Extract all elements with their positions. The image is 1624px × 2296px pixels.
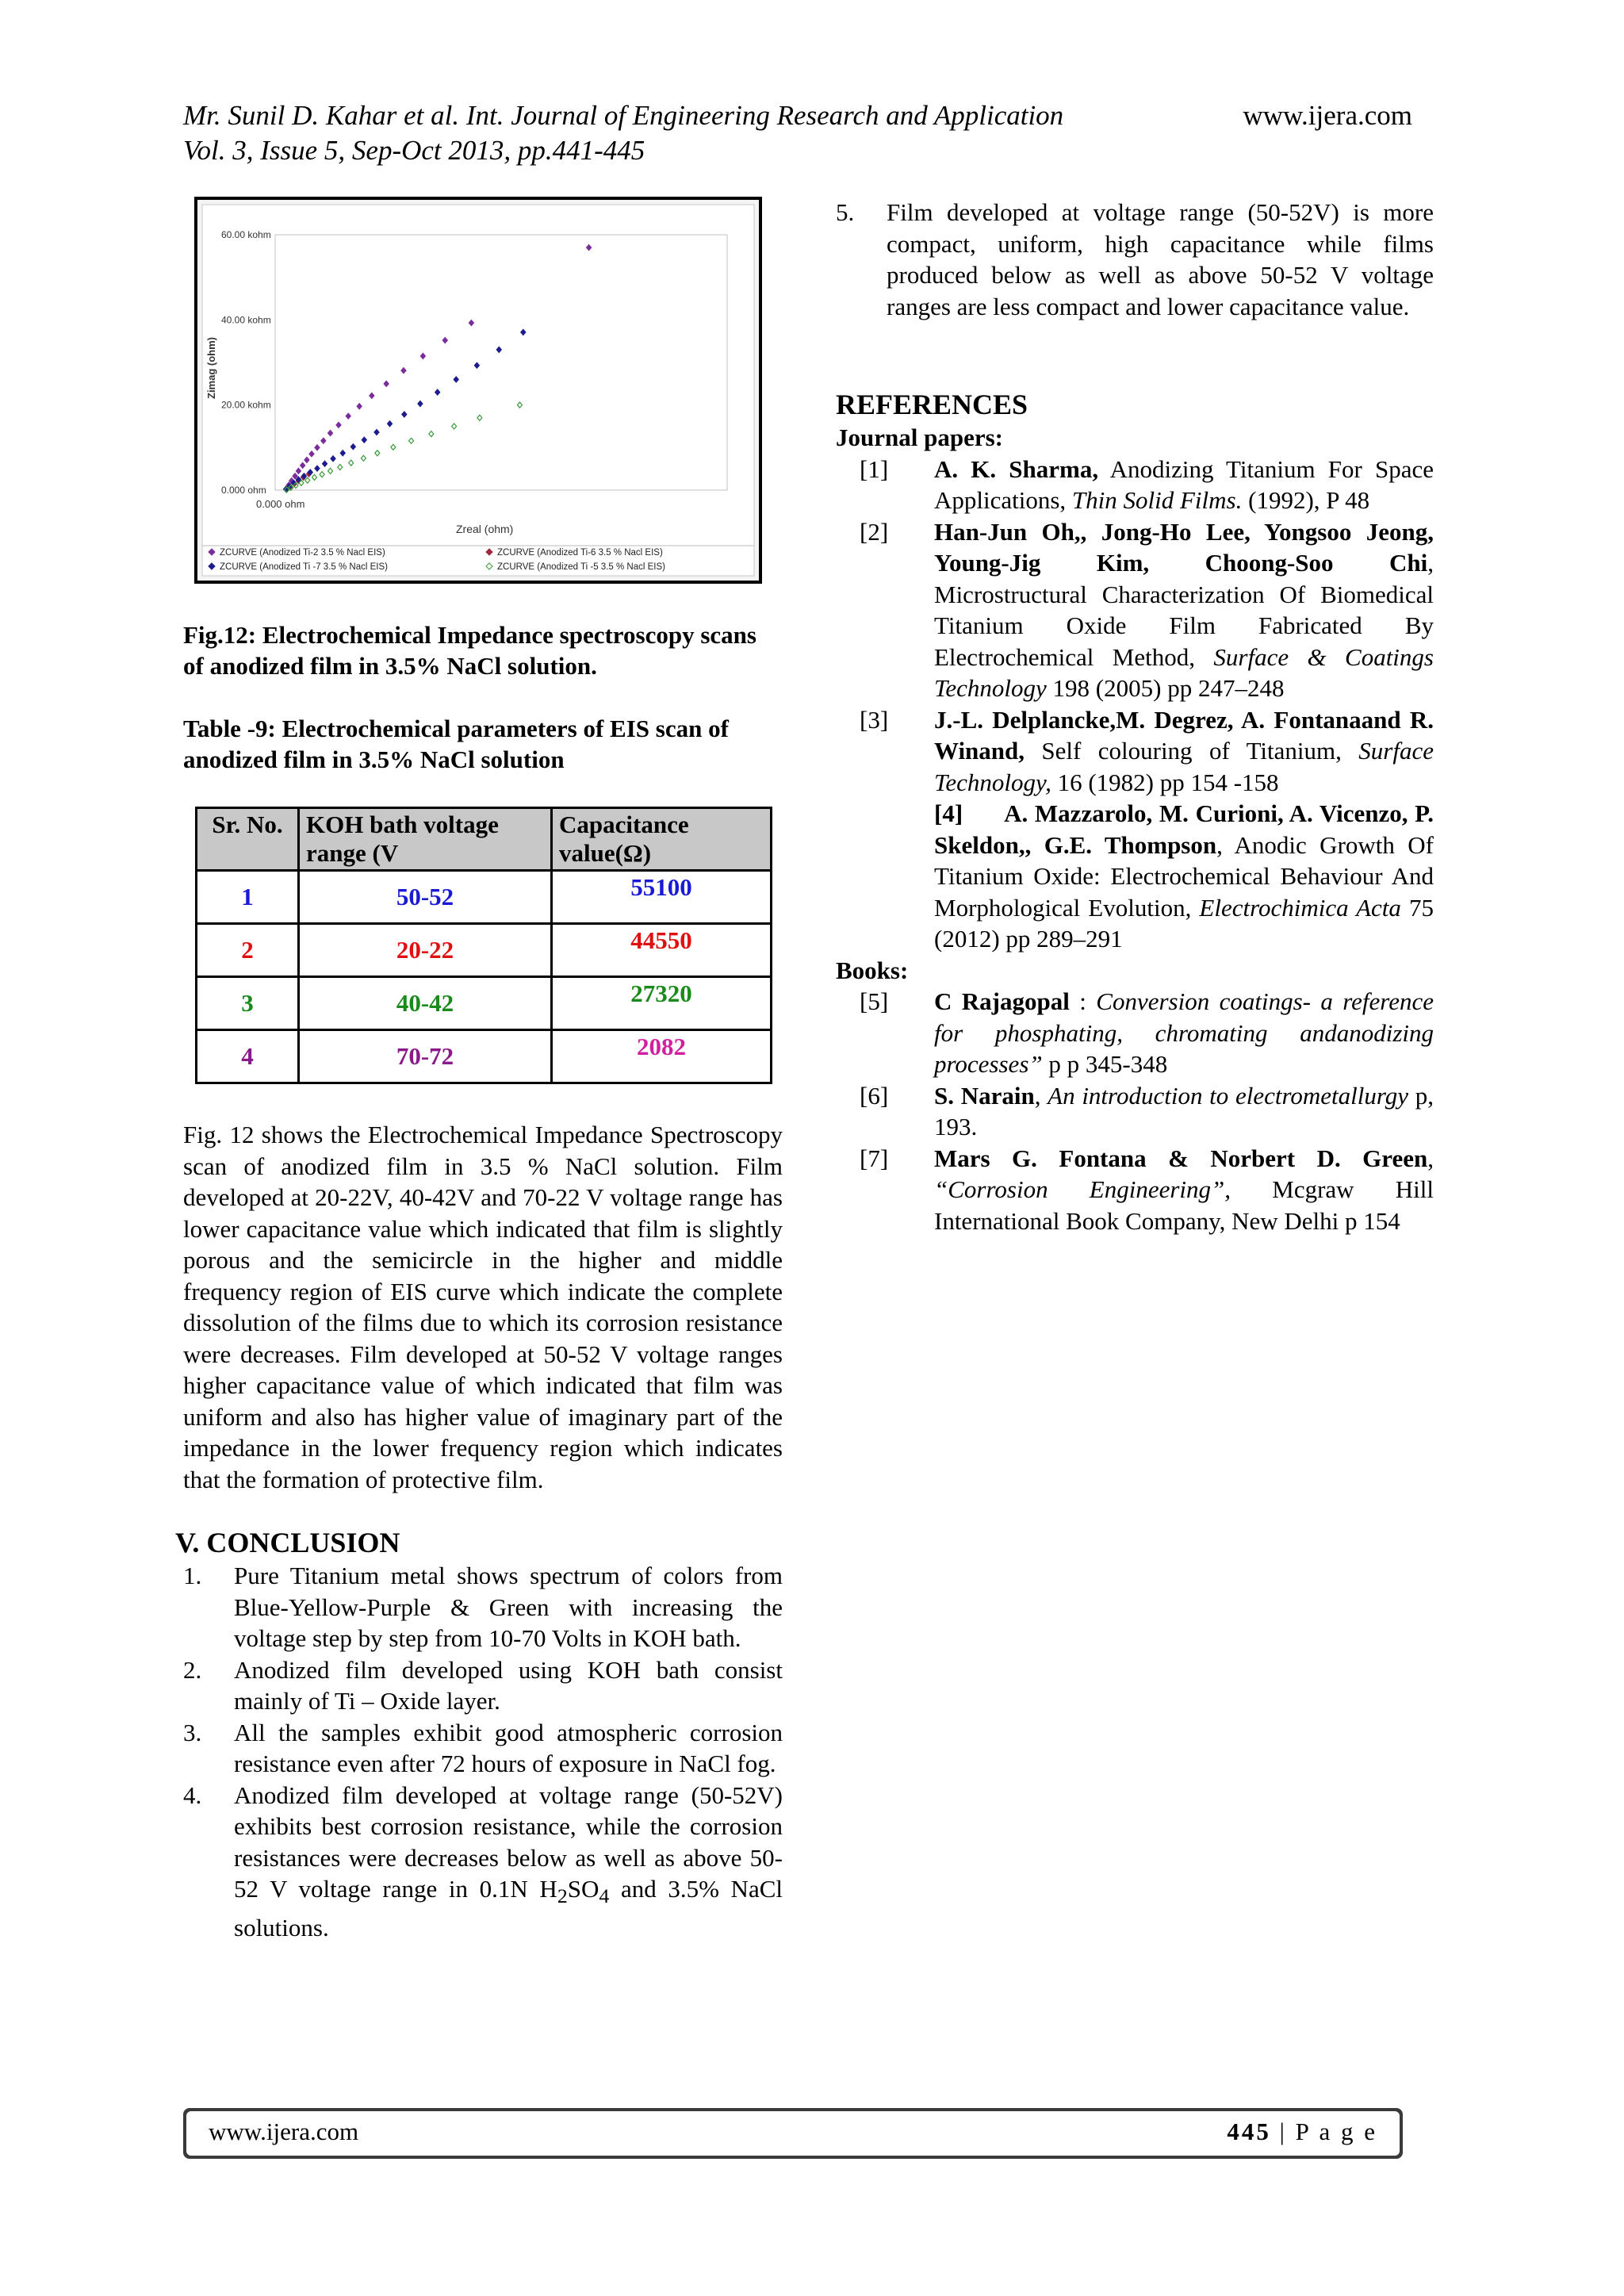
table-caption: Table -9: Electrochemical parameters of EIS scan of anodized film in 3.5% NaCl solution (183, 715, 729, 773)
ref-journal: An introduction to electrometallurgy (1048, 1081, 1409, 1110)
cell-voltage: 70-72 (299, 1030, 552, 1083)
col-header-capacitance: Capacitance value(Ω) (552, 808, 772, 871)
reference-item (836, 454, 1434, 516)
item-number: 5. (836, 198, 855, 226)
col-header-voltage: KOH bath voltage range (V (299, 808, 552, 871)
table-row (197, 871, 772, 924)
item-text: SO (567, 1875, 599, 1903)
list-item (183, 1560, 783, 1654)
header-journal-line: Mr. Sunil D. Kahar et al. Int. Journal of Engineering Research and Application (183, 100, 1064, 131)
page-footer (183, 2108, 1403, 2159)
figure-caption: Fig.12: Electrochemical Impedance spectroscopy scans of anodized film in 3.5% NaCl solution. (183, 621, 756, 680)
ref-authors: A. K. Sharma, (934, 454, 1099, 483)
eis-chart (197, 200, 759, 581)
y-tick-label: 0.000 ohm (221, 485, 266, 496)
eis-figure (194, 197, 762, 584)
ref-journal: Surface & Coatings Technology (934, 642, 1434, 702)
list-item (183, 1780, 783, 1944)
subscript: 4 (599, 1884, 610, 1908)
journal-papers-label: Journal papers: (836, 424, 1003, 451)
cell-capacitance: 55100 (552, 871, 772, 924)
item-number: 4. (183, 1780, 202, 1809)
legend-entry: ZCURVE (Anodized Ti-6 3.5 % Nacl EIS) (497, 548, 663, 558)
cell-voltage: 40-42 (299, 977, 552, 1030)
ref-authors: A. Mazzarolo, M. Curioni, A. Vicenzo, P. Skeldon,, G.E. Thompson (934, 799, 1434, 859)
list-item (183, 1654, 783, 1717)
discussion-paragraph: Fig. 12 shows the Electrochemical Impedance Spectroscopy scan of anodized film in 3.5 % NaCl solution. Film developed at 20-22V, 40-42V and 70-22 V voltage range has lower capacitance value which indicated that film is slightly porous and the semicircle in the higher and middle frequency region of EIS curve which indicate the complete dissolution of the films due to which its corrosion resistance were decreases. Film developed at 50-52 V voltage ranges higher capacitance value of which indicated that film was uniform and also has higher value of imaginary part of the impedance in the lower frequency region which indicates that the formation of protective film. (183, 1121, 783, 1493)
cell-sr-no: 1 (197, 871, 299, 924)
left-column (175, 197, 783, 1943)
running-header (183, 98, 1412, 168)
page-number (1227, 2118, 1377, 2146)
table-header-row (197, 808, 772, 871)
legend-entry: ZCURVE (Anodized Ti-2 3.5 % Nacl EIS) (220, 548, 385, 558)
cell-capacitance: 2082 (552, 1030, 772, 1083)
subscript: 2 (557, 1884, 568, 1908)
ref-journal: Conversion coatings- a reference for phosphating, chromating andanodizing processes” (934, 987, 1434, 1078)
cell-sr-no: 3 (197, 977, 299, 1030)
ref-number: [6] (860, 1081, 889, 1110)
item-number: 3. (183, 1718, 202, 1746)
page-number-value: 445 (1227, 2118, 1271, 2145)
ref-title: : (1069, 987, 1097, 1015)
reference-item (836, 1080, 1434, 1143)
col-header-sr-no: Sr. No. (197, 808, 299, 871)
ref-title: , (1034, 1081, 1048, 1110)
ref-authors: Han-Jun Oh,, Jong-Ho Lee, Yongsoo Jeong, Young-Jig Kim, Choong-Soo Chi (934, 517, 1434, 577)
ref-number: [7] (860, 1144, 889, 1172)
ref-authors: C Rajagopal (934, 987, 1070, 1015)
ref-details: 198 (2005) pp 247–248 (1046, 674, 1285, 702)
reference-item (836, 516, 1434, 704)
item-number: 1. (183, 1562, 202, 1589)
legend-entry: ZCURVE (Anodized Ti -5 3.5 % Nacl EIS) (497, 562, 665, 572)
conclusion-heading: V. CONCLUSION (175, 1527, 400, 1558)
y-tick-label: 20.00 kohm (221, 399, 271, 411)
ref-authors: Mars G. Fontana & Norbert D. Green (934, 1144, 1428, 1172)
ref-details: Mcgraw Hill International Book Company, New Delhi p 154 (934, 1175, 1434, 1235)
cell-voltage: 50-52 (299, 871, 552, 924)
reference-item (836, 1143, 1434, 1237)
ref-details: (1992), P 48 (1242, 486, 1370, 514)
references-heading: REFERENCES (836, 389, 1028, 420)
list-item (836, 197, 1434, 322)
ref-title: , (1427, 1144, 1434, 1172)
ref-title: , Anodic Growth Of Titanium Oxide: Electrochemical Behaviour And Morphological Evolution, (934, 830, 1434, 922)
footer-site-link[interactable]: www.ijera.com (209, 2118, 359, 2145)
ref-number: [2] (860, 517, 889, 546)
reference-item (836, 798, 1434, 955)
cell-voltage: 20-22 (299, 924, 552, 977)
ref-details: p p 345-348 (1042, 1050, 1168, 1078)
item-text: All the samples exhibit good atmospheric corrosion resistance even after 72 hours of exposure in NaCl fog. (234, 1718, 783, 1777)
ref-journal: Electrochimica Acta (1199, 893, 1401, 922)
page-label: | P a g e (1270, 2118, 1377, 2145)
ref-authors: S. Narain (934, 1081, 1035, 1110)
list-item (183, 1717, 783, 1780)
table-row (197, 924, 772, 977)
x-axis-label: Zreal (ohm) (456, 523, 514, 535)
right-column (836, 197, 1434, 1236)
header-volume-line: Vol. 3, Issue 5, Sep-Oct 2013, pp.441-445 (183, 135, 645, 166)
item-text: Film developed at voltage range (50-52V) is more compact, uniform, high capacitance while films produced below as well as above 50-52 V voltage ranges are less compact and lower capacitance value. (887, 198, 1434, 320)
ref-number: [5] (860, 987, 889, 1015)
books-label: Books: (836, 956, 909, 984)
y-axis-label: Zimag (ohm) (205, 337, 217, 399)
cell-sr-no: 2 (197, 924, 299, 977)
legend-entry: ZCURVE (Anodized Ti -7 3.5 % Nacl EIS) (220, 562, 388, 572)
ref-journal: Thin Solid Films. (1071, 486, 1243, 514)
header-site-link[interactable]: www.ijera.com (1243, 100, 1412, 131)
item-text: Pure Titanium metal shows spectrum of colors from Blue-Yellow-Purple & Green with increasing the voltage step by step from 10-70 Volts in KOH bath. (234, 1562, 783, 1652)
item-text: and 3.5% NaCl solutions. (234, 1875, 783, 1941)
cell-capacitance: 27320 (552, 977, 772, 1030)
x-origin-label: 0.000 ohm (256, 498, 305, 510)
y-tick-label: 60.00 kohm (221, 229, 271, 240)
table-row (197, 1030, 772, 1083)
ref-number: [1] (860, 454, 889, 483)
ref-journal: “Corrosion Engineering”, (934, 1175, 1231, 1203)
ref-details: 16 (1982) pp 154 -158 (1051, 768, 1279, 796)
cell-sr-no: 4 (197, 1030, 299, 1083)
table-row (197, 977, 772, 1030)
reference-item (836, 704, 1434, 799)
item-number: 2. (183, 1655, 202, 1684)
ref-number: [4] (934, 799, 963, 827)
ref-title: Anodizing Titanium For Space Applications, (934, 454, 1434, 514)
ref-title: , Microstructural Characterization Of Biomedical Titanium Oxide Film Fabricated By Electrochemical Method, (934, 549, 1434, 671)
cell-capacitance: 44550 (552, 924, 772, 977)
capacitance-table (195, 807, 772, 1084)
ref-number: [3] (860, 705, 889, 734)
ref-journal: Surface Technology, (934, 737, 1434, 796)
footer-inner (186, 2111, 1400, 2156)
ref-details: p, 193. (934, 1081, 1434, 1140)
item-text: Anodized film developed using KOH bath consist mainly of Ti – Oxide layer. (234, 1655, 783, 1715)
reference-list (836, 422, 1434, 1236)
y-tick-label: 40.00 kohm (221, 314, 271, 326)
conclusion-list (183, 1560, 783, 1943)
conclusion-list-continued (836, 197, 1434, 322)
ref-details: 75 (2012) pp 289–291 (934, 893, 1434, 953)
ref-authors: J.-L. Delplancke,M. Degrez, A. Fontanaand R. Winand, (934, 705, 1434, 765)
ref-title: Self colouring of Titanium, (1025, 737, 1359, 765)
reference-item (836, 986, 1434, 1080)
item-text: Anodized film developed at voltage range (50-52V) exhibits best corrosion resistance, while the corrosion resistances were decreases below as well as above 50-52 V voltage range in 0.1N H (234, 1780, 783, 1903)
